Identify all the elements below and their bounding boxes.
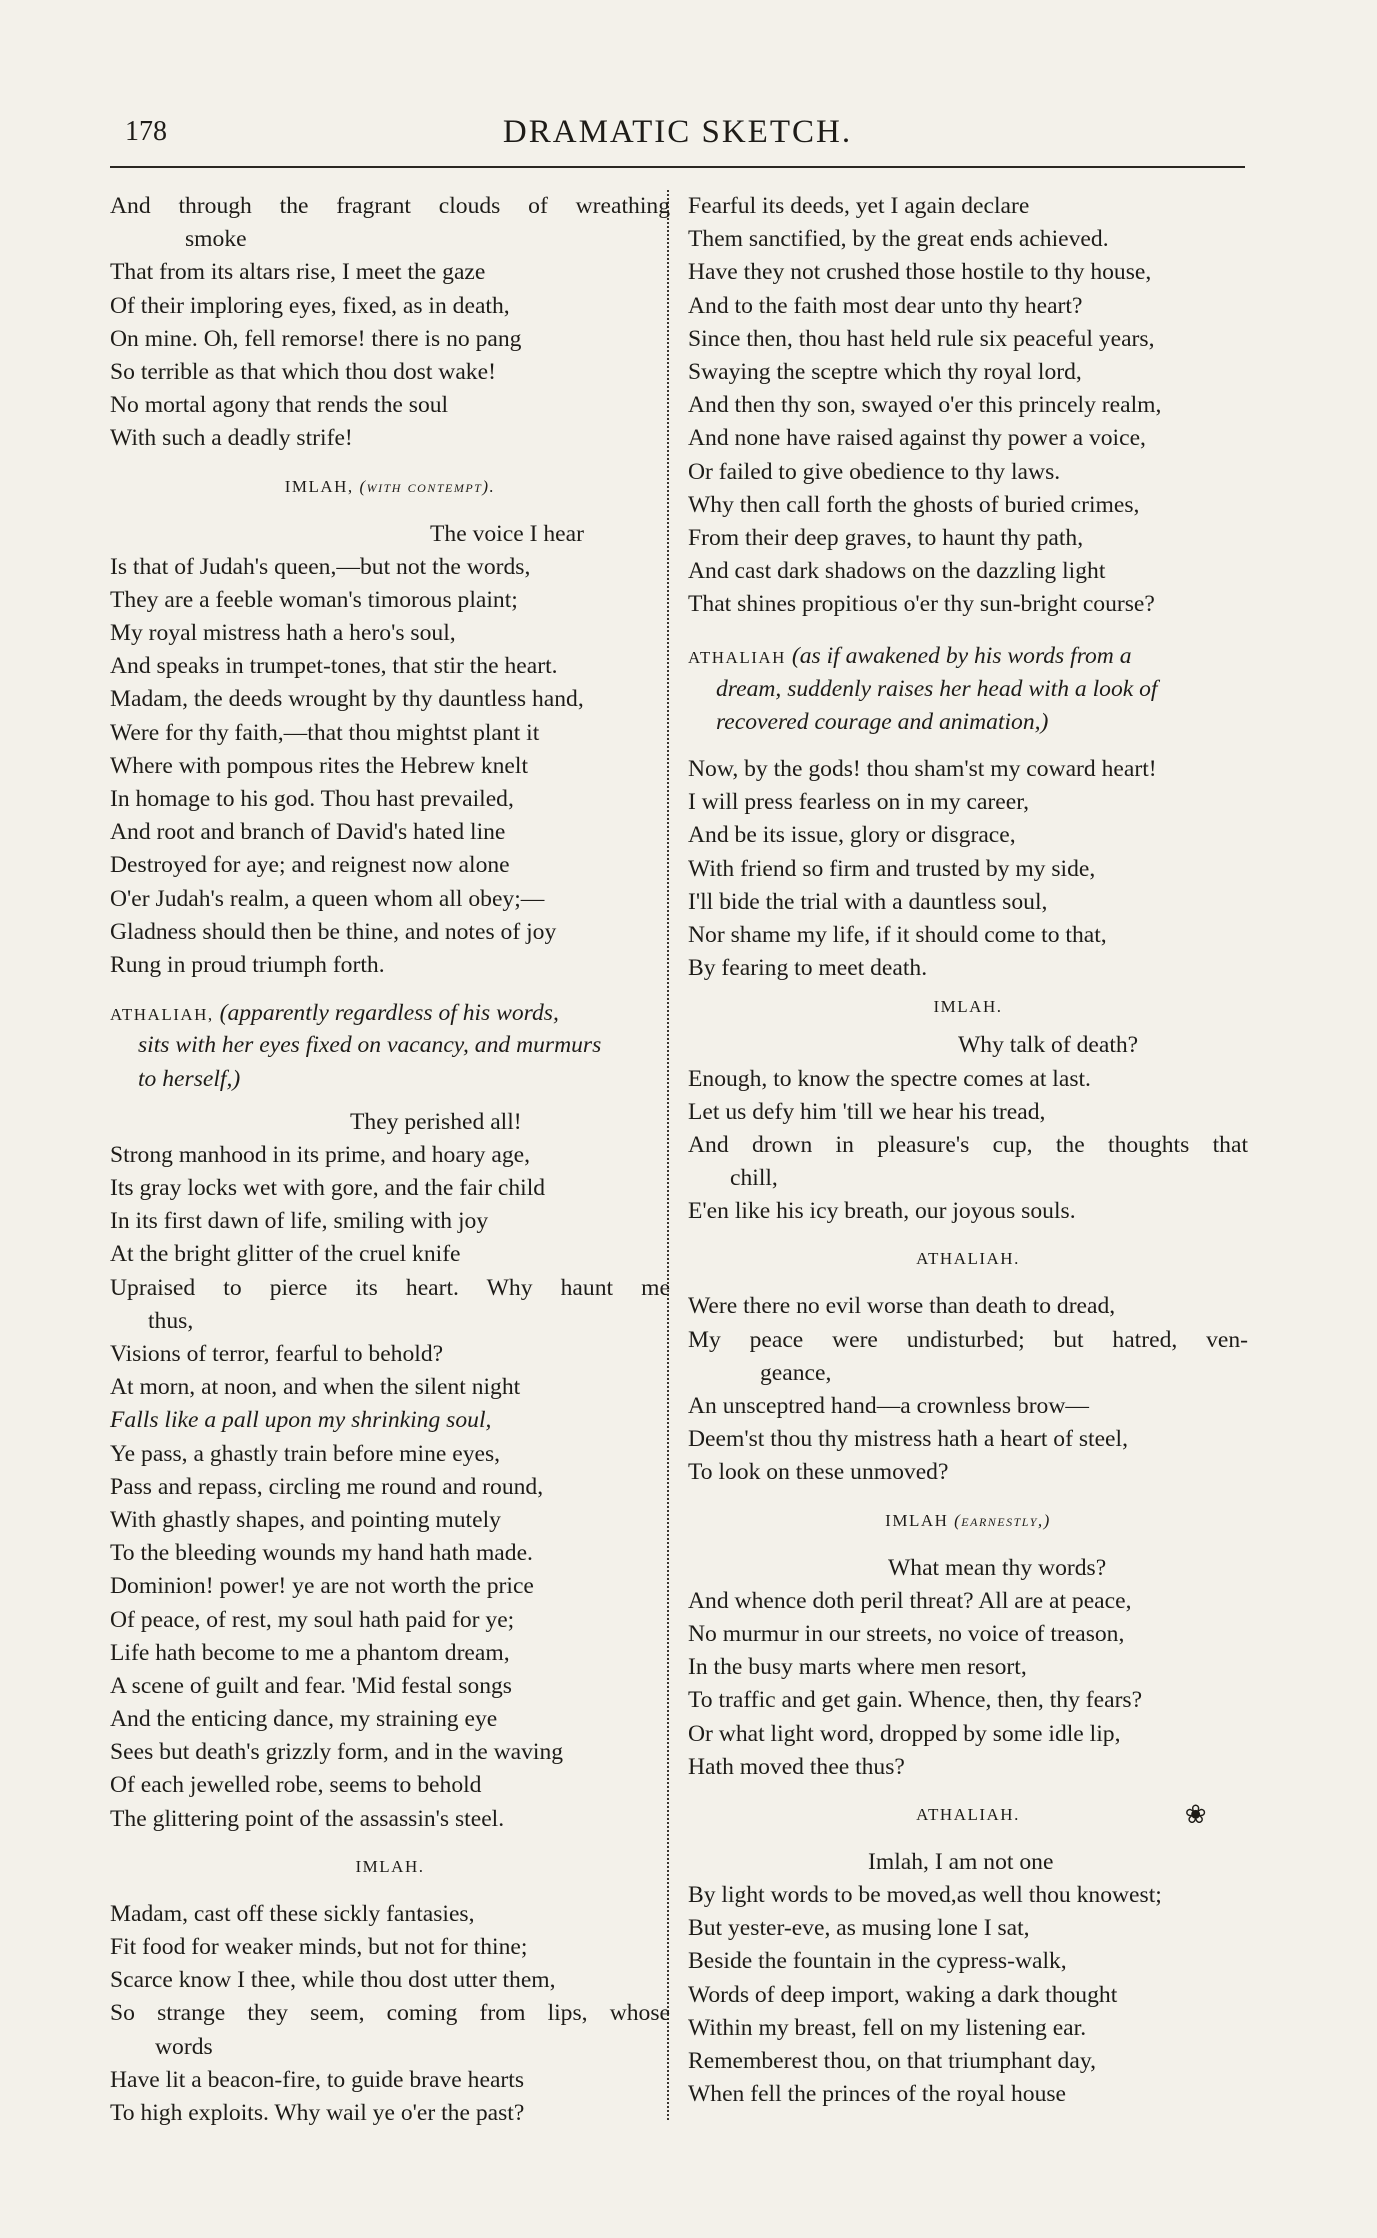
verse-line: To look on these unmoved? xyxy=(688,1459,949,1486)
verse-line: And be its issue, glory or disgrace, xyxy=(688,822,1016,849)
verse-line: With ghastly shapes, and pointing mutely xyxy=(110,1506,501,1533)
stage-direction-line: to herself,) xyxy=(138,1065,241,1092)
verse-line: thus, xyxy=(148,1307,194,1334)
verse-line: And to the faith most dear unto thy heart? xyxy=(688,292,1083,319)
verse-line: Now, by the gods! thou sham'st my coward heart! xyxy=(688,756,1157,782)
verse-line: So strange they seem, coming from lips, whose xyxy=(110,2000,670,2027)
verse-line: Let us defy him 'till we hear his tread, xyxy=(688,1098,1046,1125)
verse-line: Of each jewelled robe, seems to behold xyxy=(110,1772,482,1799)
speaker-name: ATHALIAH. xyxy=(916,1249,1020,1269)
verse-line: That from its altars rise, I meet the gaze xyxy=(110,259,486,286)
verse-line: In its first dawn of life, smiling with joy xyxy=(110,1208,489,1235)
speaker-name: ATHALIAH xyxy=(688,648,786,668)
verse-line: With such a deadly strife! xyxy=(110,425,353,452)
verse-line: In homage to his god. Thou hast prevailed, xyxy=(110,786,514,812)
page-number: 178 xyxy=(125,116,167,147)
verse-line: And root and branch of David's hated line xyxy=(110,819,506,846)
verse-line: Sees but death's grizzly form, and in the waving xyxy=(110,1739,564,1766)
verse-line: Rung in proud triumph forth. xyxy=(110,951,385,978)
verse-line: Imlah, I am not one xyxy=(868,1848,1054,1875)
verse-line: Of peace, of rest, my soul hath paid for ye; xyxy=(110,1606,515,1633)
verse-line: Swaying the sceptre which thy royal lord, xyxy=(688,358,1082,385)
verse-line: They perished all! xyxy=(350,1108,522,1135)
running-header xyxy=(110,108,1245,156)
speaker-name: IMLAH. xyxy=(355,1856,425,1876)
speaker-heading xyxy=(688,1784,1248,1846)
printer-ornament-icon: ❀ xyxy=(1184,1799,1208,1829)
verse-line: No mortal agony that rends the soul xyxy=(110,392,449,419)
verse-line: Upraised to pierce its heart. Why haunt me xyxy=(110,1274,670,1301)
verse-line: I'll bide the trial with a dauntless soul, xyxy=(688,888,1048,915)
verse-line: At morn, at noon, and when the silent night xyxy=(110,1374,521,1401)
verse-line: O'er Judah's realm, a queen whom all obey;— xyxy=(110,885,545,912)
verse-line: And through the fragrant clouds of wreathing xyxy=(110,193,670,219)
verse-line: By fearing to meet death. xyxy=(688,955,928,982)
verse-line: Where with pompous rites the Hebrew knelt xyxy=(110,752,529,779)
verse-line: Were there no evil worse than death to dread, xyxy=(688,1293,1116,1320)
verse-line: My royal mistress hath a hero's soul, xyxy=(110,620,456,647)
verse-line: Is that of Judah's queen,—but not the words, xyxy=(110,553,531,580)
stage-direction: (earnestly,) xyxy=(954,1510,1051,1530)
verse-line: Of their imploring eyes, fixed, as in death, xyxy=(110,292,510,319)
stage-direction: (with contempt). xyxy=(359,476,496,496)
verse-line: Gladness should then be thine, and notes of joy xyxy=(110,918,557,945)
verse-line: E'en like his icy breath, our joyous souls. xyxy=(688,1198,1076,1225)
verse-line: Madam, cast off these sickly fantasies, xyxy=(110,1900,475,1927)
stage-direction-line: recovered courage and animation,) xyxy=(716,708,1049,735)
verse-line: Fit food for weaker minds, but not for thine; xyxy=(110,1934,528,1960)
verse-line: Or what light word, dropped by some idle lip, xyxy=(688,1720,1121,1747)
verse-line: No murmur in our streets, no voice of treason, xyxy=(688,1620,1125,1647)
verse-line: The voice I hear xyxy=(430,520,584,547)
verse-line: Visions of terror, fearful to behold? xyxy=(110,1341,444,1367)
speaker-heading xyxy=(110,1836,670,1898)
verse-line: Falls like a pall upon my shrinking soul, xyxy=(110,1407,492,1434)
verse-line: What mean thy words? xyxy=(888,1554,1107,1581)
running-title: DRAMATIC SKETCH. xyxy=(502,114,853,150)
verse-line: Ye pass, a ghastly train before mine eyes, xyxy=(110,1440,501,1467)
stage-direction: (apparently regardless of his words, xyxy=(219,1000,559,1027)
stage-direction-line: dream, suddenly raises her head with a look of xyxy=(716,675,1158,702)
stage-direction-block xyxy=(110,996,670,1096)
stage-direction-line xyxy=(688,639,1248,672)
speaker-heading xyxy=(688,1228,1248,1290)
speaker-name: ATHALIAH. xyxy=(916,1804,1020,1824)
verse-line: Dominion! power! ye are not worth the price xyxy=(110,1573,534,1600)
verse-line: At the bright glitter of the cruel knife xyxy=(110,1241,461,1268)
verse-line: Were for thy faith,—that thou mightst plant it xyxy=(110,719,540,746)
verse-line: My peace were undisturbed; but hatred, ven- xyxy=(688,1326,1248,1353)
verse-line: Them sanctified, by the great ends achieved. xyxy=(688,226,1109,253)
verse-line: I will press fearless on in my career, xyxy=(688,789,1030,816)
stage-direction: (as if awakened by his words from a xyxy=(791,643,1132,670)
verse-line: The glittering point of the assassin's steel. xyxy=(110,1805,505,1832)
verse-line: And cast dark shadows on the dazzling light xyxy=(688,558,1106,585)
verse-line: Since then, thou hast held rule six peaceful years, xyxy=(688,325,1155,352)
stage-direction-line: sits with her eyes fixed on vacancy, and murmurs xyxy=(138,1032,602,1059)
verse-line: Strong manhood in its prime, and hoary age, xyxy=(110,1141,531,1168)
verse-line: Enough, to know the spectre comes at last. xyxy=(688,1065,1091,1092)
verse-line: And drown in pleasure's cup, the thoughts that xyxy=(688,1131,1248,1158)
verse-line: To high exploits. Why wail ye o'er the past? xyxy=(110,2099,525,2126)
speaker-heading xyxy=(110,456,670,518)
verse-line: But yester-eve, as musing lone I sat, xyxy=(688,1915,1030,1942)
verse-line: Within my breast, fell on my listening ear. xyxy=(688,2014,1087,2041)
verse-line: Why talk of death? xyxy=(958,1032,1139,1059)
verse-line: Fearful its deeds, yet I again declare xyxy=(688,193,1030,219)
verse-line: To traffic and get gain. Whence, then, thy fears? xyxy=(688,1687,1143,1714)
verse-line: By light words to be moved,as well thou knowest; xyxy=(688,1882,1162,1909)
verse-line: Nor shame my life, if it should come to that, xyxy=(688,921,1107,948)
verse-line: Deem'st thou thy mistress hath a heart of steel, xyxy=(688,1426,1128,1453)
verse-line: chill, xyxy=(730,1165,778,1192)
stage-direction-line xyxy=(110,996,670,1029)
verse-line: Madam, the deeds wrought by thy dauntless hand, xyxy=(110,686,584,713)
verse-line: And then thy son, swayed o'er this princely realm, xyxy=(688,392,1162,419)
verse-line: That shines propitious o'er thy sun-bright course? xyxy=(688,591,1155,618)
left-column xyxy=(110,190,670,2130)
verse-line: In the busy marts where men resort, xyxy=(688,1654,1027,1681)
verse-line: And none have raised against thy power a voice, xyxy=(688,425,1146,452)
right-column xyxy=(688,190,1248,2111)
verse-line: Have they not crushed those hostile to thy house, xyxy=(688,259,1152,286)
verse-line: Scarce know I thee, while thou dost utter them, xyxy=(110,1967,556,1994)
speaker-name: IMLAH xyxy=(885,1510,949,1530)
verse-line: When fell the princes of the royal house xyxy=(688,2081,1067,2108)
verse-line: Words of deep import, waking a dark thought xyxy=(688,1981,1118,2008)
verse-line: An unsceptred hand—a crownless brow— xyxy=(688,1393,1089,1419)
verse-line: On mine. Oh, fell remorse! there is no pang xyxy=(110,325,522,352)
verse-line: Pass and repass, circling me round and round, xyxy=(110,1473,544,1500)
verse-line: Rememberest thou, on that triumphant day, xyxy=(688,2048,1096,2074)
verse-line: And whence doth peril threat? All are at peace, xyxy=(688,1587,1132,1614)
verse-line: From their deep graves, to haunt thy path, xyxy=(688,524,1084,551)
speaker-heading xyxy=(688,985,1248,1029)
verse-line: Why then call forth the ghosts of buried crimes, xyxy=(688,491,1140,518)
verse-line: With friend so firm and trusted by my side, xyxy=(688,855,1096,882)
verse-line: They are a feeble woman's timorous plaint; xyxy=(110,586,518,613)
verse-line: Beside the fountain in the cypress-walk, xyxy=(688,1948,1067,1975)
stage-direction-block xyxy=(688,639,1248,739)
verse-line: And speaks in trumpet-tones, that stir the heart. xyxy=(110,653,558,680)
verse-line: So terrible as that which thou dost wake! xyxy=(110,358,496,385)
verse-line: Life hath become to me a phantom dream, xyxy=(110,1639,510,1666)
speaker-name: IMLAH, xyxy=(284,476,354,496)
verse-line: Its gray locks wet with gore, and the fair child xyxy=(110,1175,546,1202)
verse-line: Hath moved thee thus? xyxy=(688,1753,905,1780)
verse-line: words xyxy=(155,2033,213,2060)
speaker-name: IMLAH. xyxy=(933,997,1003,1017)
verse-line: To the bleeding wounds my hand hath made. xyxy=(110,1540,533,1567)
verse-line: smoke xyxy=(185,226,247,253)
verse-line: A scene of guilt and fear. 'Mid festal songs xyxy=(110,1672,512,1699)
speaker-heading xyxy=(688,1490,1248,1552)
header-rule xyxy=(110,166,1245,168)
verse-line: And the enticing dance, my straining eye xyxy=(110,1706,498,1733)
speaker-name: ATHALIAH, xyxy=(110,1005,214,1025)
verse-line: geance, xyxy=(760,1359,832,1386)
verse-line: Have lit a beacon-fire, to guide brave hearts xyxy=(110,2066,525,2093)
verse-line: Or failed to give obedience to thy laws. xyxy=(688,458,1061,485)
verse-line: Destroyed for aye; and reignest now alone xyxy=(110,852,510,879)
